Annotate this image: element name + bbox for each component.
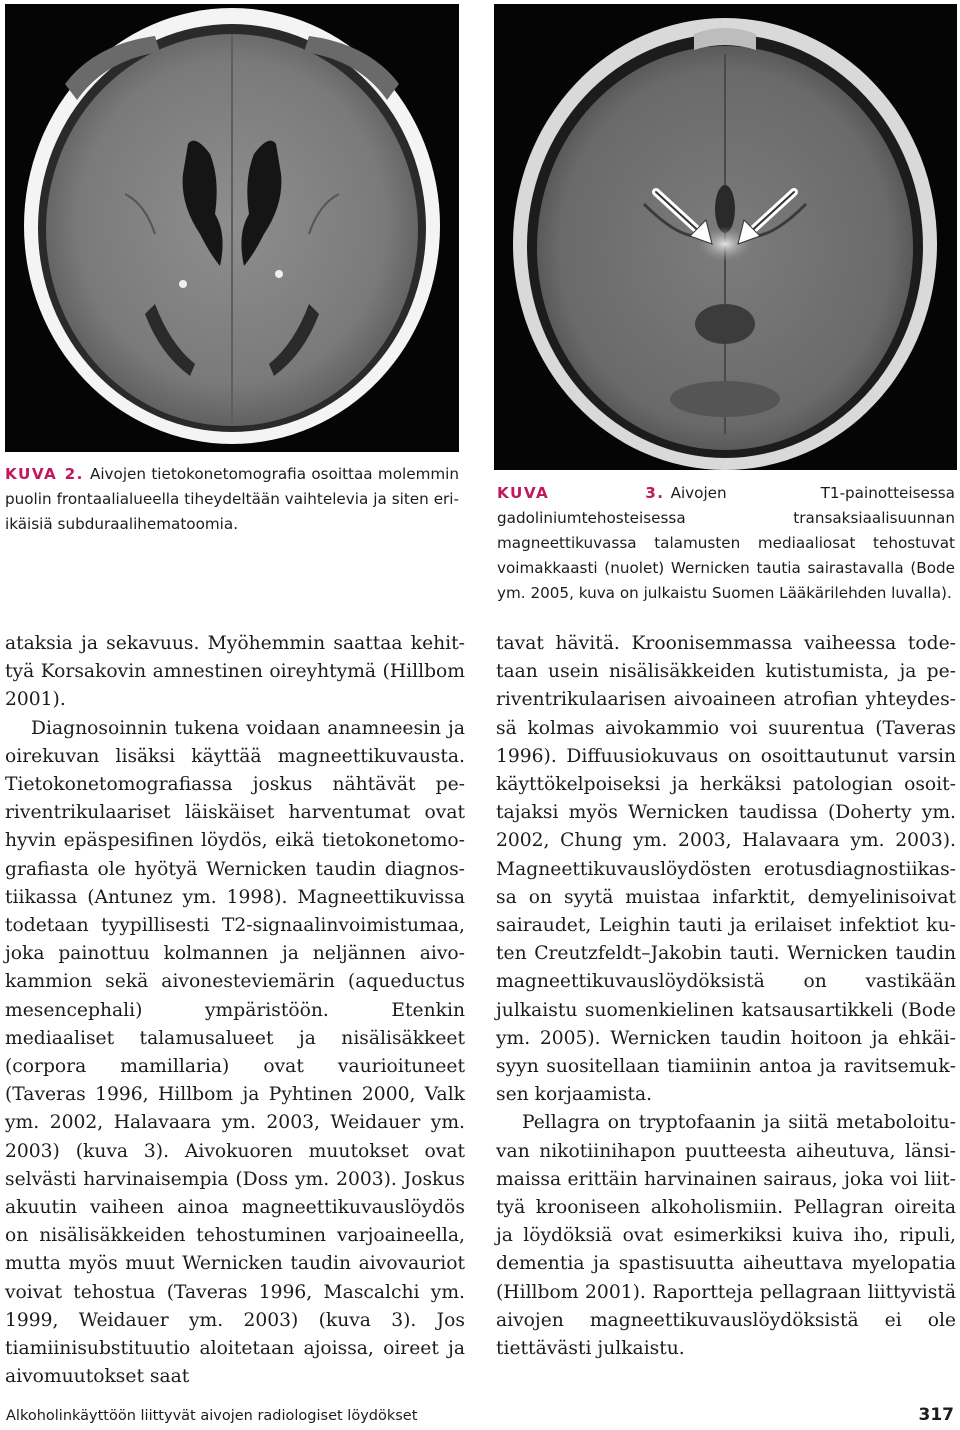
mri-scan-illustration (494, 4, 957, 470)
body-paragraph: Diagnosoinnin tukena voidaan anamneesin ja oirekuvan lisäksi käyttää magneettikuvausta. Tietokonetomografiassa joskus nähtävät periventrikulaariset läiskäiset harventumat ovat hyvin epäspesifinen löydös, eikä tietokonetomografiasta ole hyötyä Wernicken taudin diagnostiikassa (Antunez ym. 1998). Magneettikuvissa todetaan tyypillisesti T2-signaalinvoimistumaa, joka painottuu kolmannen ja neljännen aivokammion sekä aivonesteviemärin (aqueductus mesencephali) ympäristöön. Etenkin mediaaliset talamusalueet ja nisälisäkkeet (corpora mamillaria) ovat vaurioituneet (Taveras 1996, Hillbom ja Pyhtinen 2000, Valk ym. 2002, Halavaara ym. 2003, Weidauer ym. 2003) (kuva 3). Aivokuoren muutokset ovat selvästi harvinaisempia (Doss ym. 2003). Joskus akuutin vaiheen ainoa magneettikuvauslöydös on nisälisäkkeiden tehostuminen varjoaineella, mutta myös muut Wernicken taudin aivovauriot voivat tehostua (Taveras 1996, Mascalchi ym. 1999, Weidauer ym. 2003) (kuva 3). Jos tiamiinisubstituutio aloitetaan ajoissa, oireet ja aivomuutokset saat (5, 717, 465, 1388)
page-number: 317 (918, 1405, 954, 1425)
figure-3-caption-text: Aivojen T1-painotteisessa gadoliniumtehosteisessa transaksiaalisuunnan magneettikuvassa talamusten mediaaliosat tehostuvat voimakkaasti (nuolet) Wernicken tautia sairastavalla (Bode ym. 2005, kuva on julkaistu Suomen Lääkärilehden luvalla). (497, 484, 955, 602)
figure-2-label: KUVA 2. (5, 465, 84, 483)
ct-scan-illustration (5, 4, 459, 452)
figure-3-label: KUVA 3. (497, 484, 665, 502)
figure-3-caption (497, 481, 955, 606)
running-footer-title: Alkoholinkäyttöön liittyvät aivojen radiologiset löydökset (6, 1408, 418, 1424)
body-column-right (496, 630, 956, 1363)
ct-scan-image (5, 4, 459, 452)
body-paragraph: ataksia ja sekavuus. Myöhemmin saattaa kehittyä Korsakovin amnestinen oireyhtymä (Hillbom 2001). (5, 633, 465, 711)
body-column-left (5, 630, 465, 1391)
mri-scan-image (494, 4, 957, 470)
figure-2-caption (5, 462, 459, 537)
figure-2-caption-text: Aivojen tietokonetomografia osoittaa molemmin puolin frontaalialueella tiheydeltään vaihtelevia ja siten eri-ikäisiä subduraalihematoomia. (5, 465, 459, 533)
body-paragraph: tavat hävitä. Kroonisemmassa vaiheessa todetaan usein nisälisäkkeiden kutistumista, ja periventrikulaarisen aivoaineen atrofian yhteydessä kolmas aivokammio voi suurentua (Taveras 1996). Diffuusiokuvaus on osoittautunut varsin käyttökelpoiseksi ja herkäksi patologian osoittajaksi myös Wernicken taudissa (Doherty ym. 2002, Chung ym. 2003, Halavaara ym. 2003). Magneettikuvauslöydösten erotusdiagnostiikassa on syytä muistaa infarktit, demyelinisoivat sairaudet, Leighin tauti ja erilaiset infektiot kuten Creutzfeldt–Jakobin tauti. Wernicken taudin magneettikuvauslöydöksistä on vastikään julkaistu suomenkielinen katsausartikkeli (Bode ym. 2005). Wernicken taudin hoitoon ja ehkäisyyn suositellaan tiamiinin antoa ja ravitsemuksen korjaamista. (496, 633, 956, 1106)
body-paragraph: Pellagra on tryptofaanin ja siitä metaboloituvan nikotiinihapon puutteesta aiheutuva, länsimaissa erittäin harvinainen sairaus, joka voi liittyä krooniseen alkoholismiin. Pellagran oireita ja löydöksiä ovat esimerkiksi kuiva iho, ripuli, dementia ja spastisuutta aiheuttava myelopatia (Hillbom 2001). Raportteja pellagraan liittyvistä aivojen magneettikuvauslöydöksistä ei ole tiettävästi julkaistu. (496, 1112, 956, 1360)
